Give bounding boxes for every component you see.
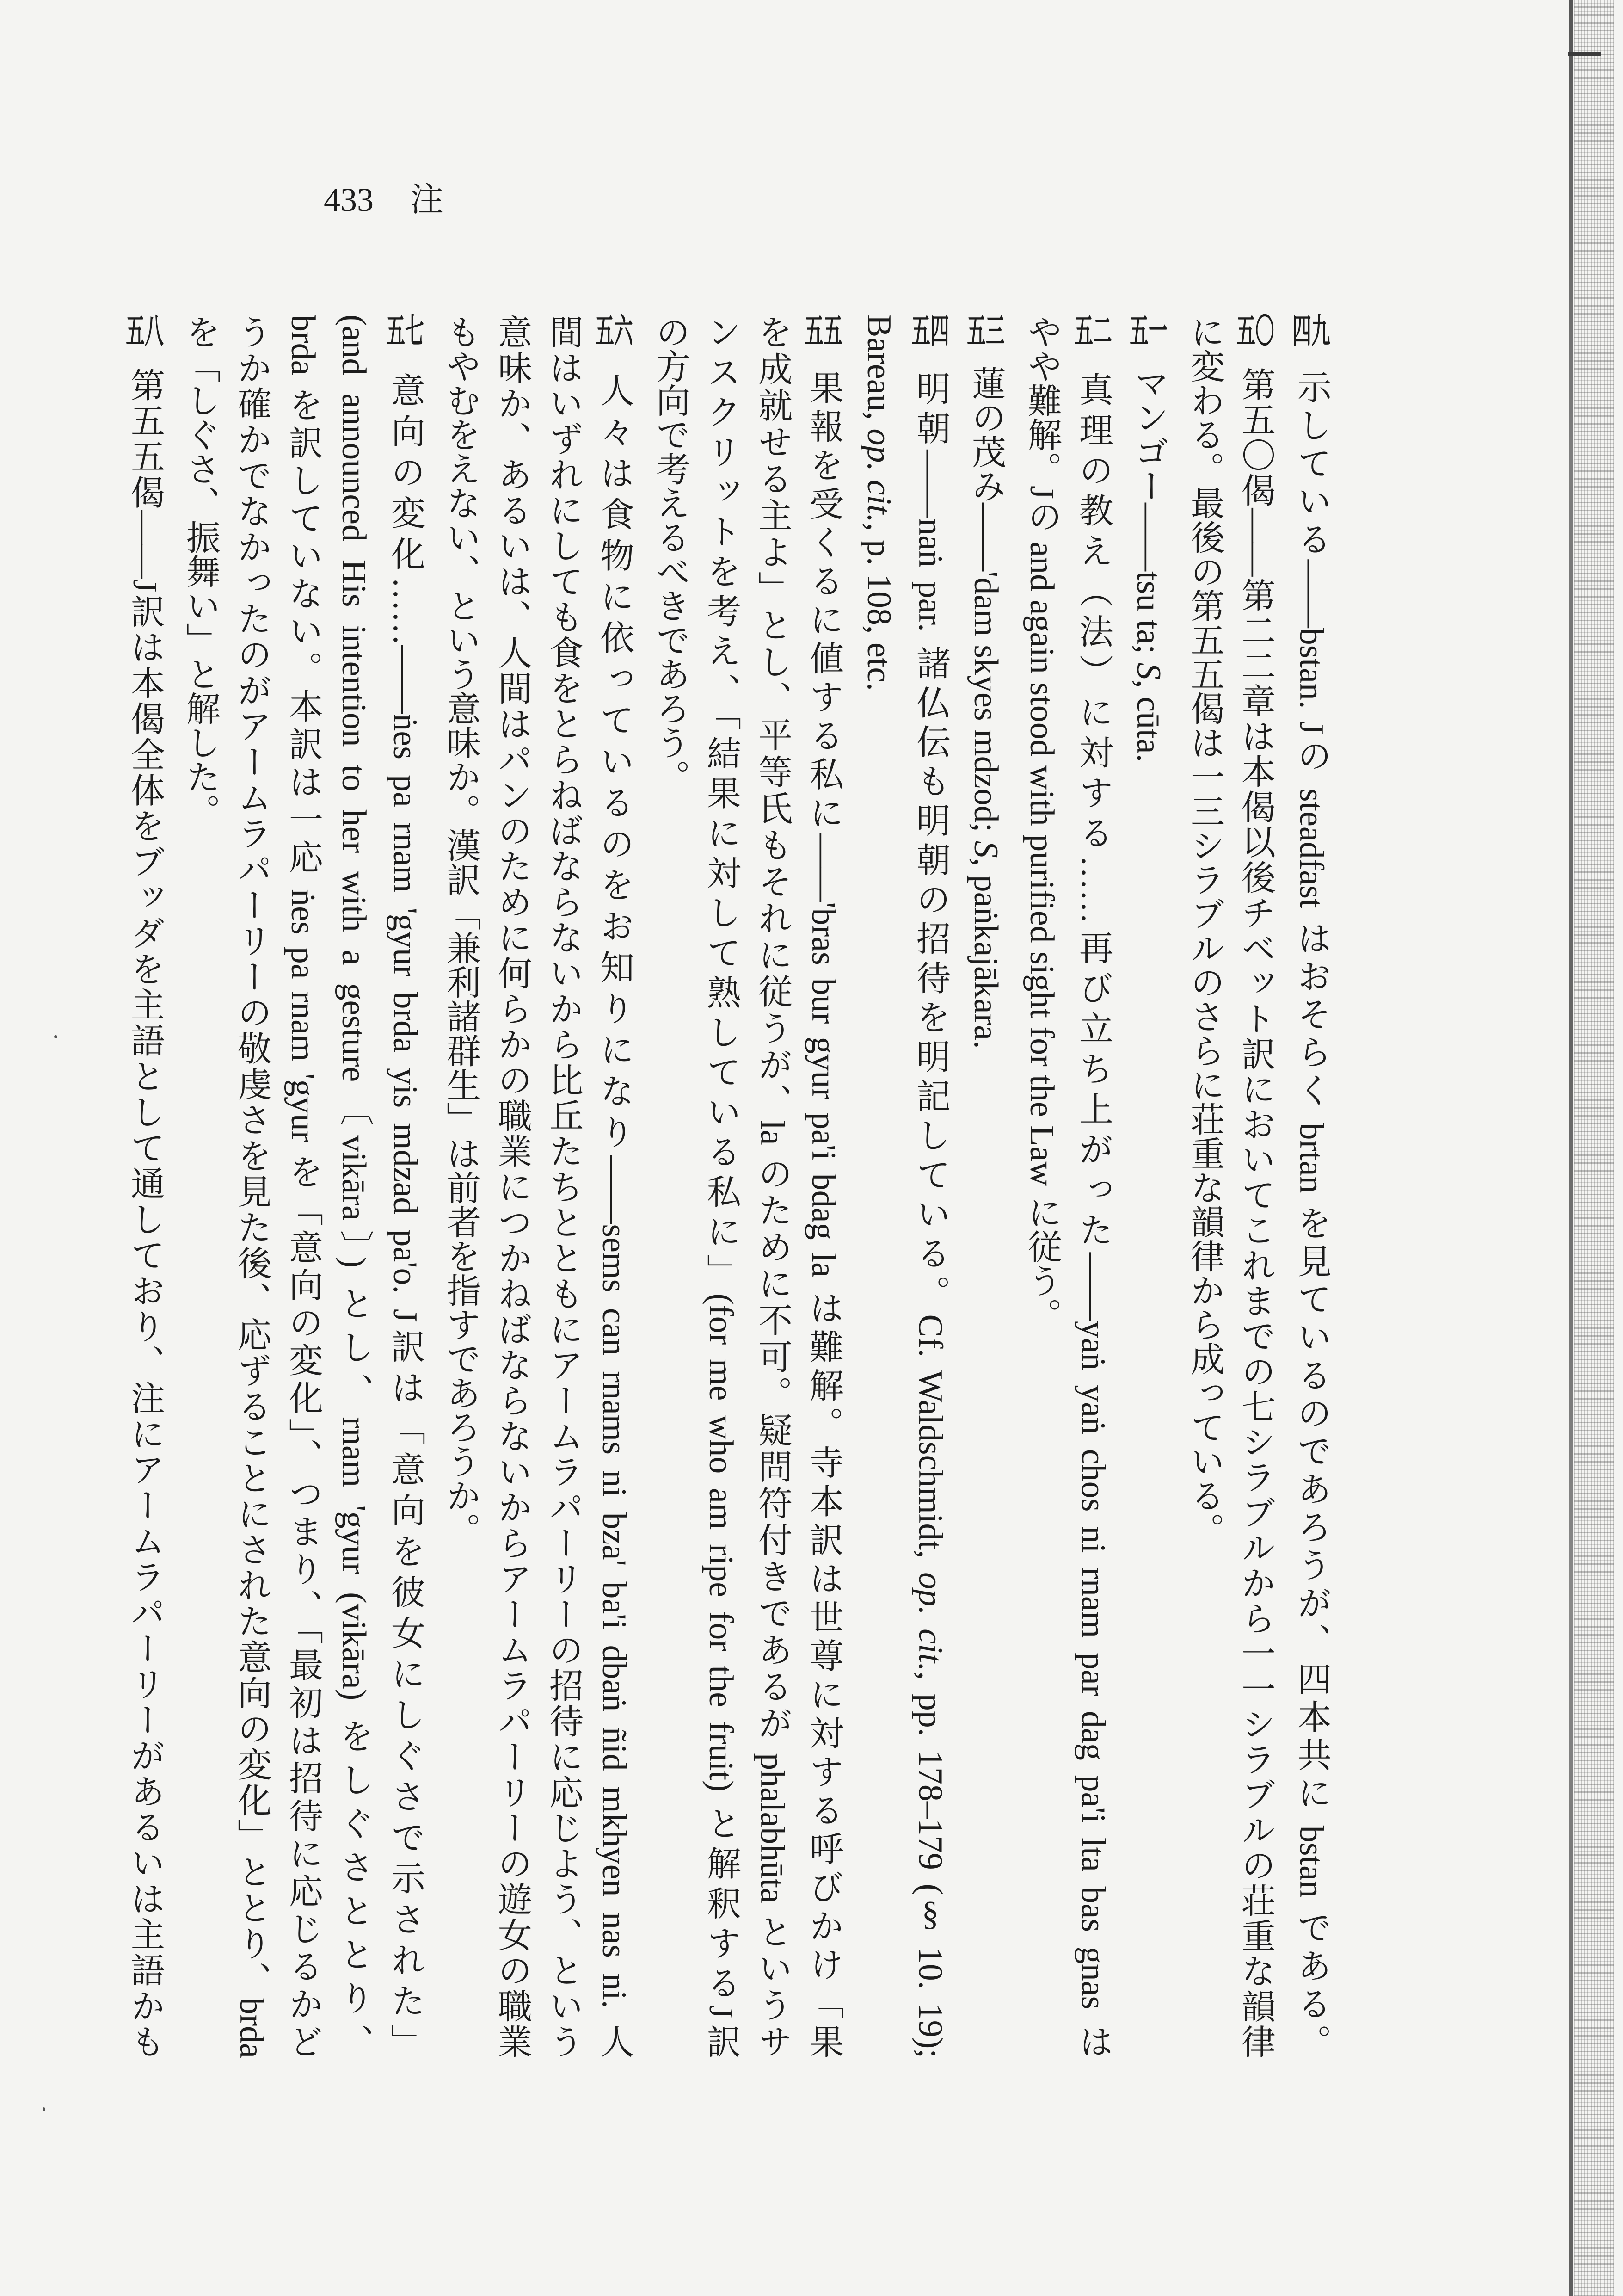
note-text: brda を訳していない。本訳は一応 ṅes pa rnam 'gyur を「意向の変化」、つまり、「最初は招待に応じるかど [284,315,322,2058]
note-55-line-2 [747,315,798,2058]
note-text: , paṅkajākara. [967,858,1005,1049]
note-number: 五六 [595,315,633,349]
note-57-line-5 [175,315,226,2058]
scan-edge-noise [1574,0,1614,2296]
note-number: 五八 [126,315,164,349]
note-50-line-2 [1179,315,1230,2058]
note-55-line-3 [695,315,746,2058]
note-text: 明朝——naṅ par. 諸仏伝も明朝の招待を明記している。Cf. Waldschmidt, [911,371,949,1573]
note-number: 五三 [967,315,1005,349]
note-53-line-1 [960,315,1011,2058]
note-text: 真理の教え（法）に対する……再び立ち上がった——yaṅ yaṅ chos ni rnam par dag pa'i lta bas gnas は [1074,372,1112,2058]
note-text-italic: op. cit. [911,1572,949,1672]
note-text: うか確かでなかったのがアームラパーリーの敬虔さを見た後、応ずることにされた意向の変化」ととり、brda [233,315,270,2058]
note-text: の方向で考えるべきであろう。 [651,315,689,794]
note-text: やや難解。Jの and again stood with purified sight for the Law に従う。 [1023,315,1061,1332]
scan-speck [43,2107,45,2111]
section-title: 注 [410,181,444,218]
scan-speck [54,1035,57,1038]
note-text: を「しぐさ、振舞い」と解した。 [181,315,219,828]
note-text: (and announced His intention to her with a gesture〔vikāra〕) とし、rnam 'gyur (vikāra) をしぐさととり、 [335,315,373,2058]
note-text: ンスクリットを考え、「結果に対して熟している私に」(for me who am ripe for the fruit) と解釈するJ訳 [702,315,740,2058]
note-57-line-3 [277,315,328,2058]
note-49-line-1 [1286,315,1337,2058]
note-number: 五二 [1074,315,1112,349]
note-56-line-1 [589,315,639,2058]
note-text: もやむをえない、という意味か。漢訳「兼利諸群生」は前者を指すであろうか。 [442,315,480,1547]
note-number: 四九 [1292,315,1330,349]
note-text: 第五五偈——J訳は本偈全体をブッダを主語として通しており、注にアームラパーリーがあるいは主語かも [126,367,164,2058]
note-50-line-1 [1230,315,1281,2058]
note-number-box [386,315,424,355]
note-56-line-3 [486,315,537,2058]
note-57-line-1 [380,315,430,2058]
note-text: 蓮の茂み——'dam skyes mdzod; [967,366,1005,841]
note-54-line-2 [854,315,904,2058]
note-text: 人々は食物に依っているのをお知りになり——sems can rnams ni bza' ba'i dbaṅ ñid mkhyen nas ni. 人 [595,373,633,2058]
page-number: 433 [324,181,374,218]
note-text: 果報を受くるに値する私に——'bras bur gyur pa'i bdag la は難解。寺本訳は世尊に対する呼びかけ「果 [805,370,842,2058]
note-number: 五七 [386,315,424,349]
scan-edge-tick [1568,52,1601,56]
note-number-box [1292,315,1330,352]
note-number: 五〇 [1236,315,1274,349]
note-text: 意向の変化……——ṅes pa rnam 'gyur brda yis mdzad pa'o. J訳は「意向を彼女にしぐさで示された」 [386,372,424,2058]
note-number-box [595,315,633,356]
scan-edge-line [1569,0,1573,2296]
note-number-box [1130,315,1168,349]
note-text: を成就せる主よ」とし、平等氏もそれに従うが、la のために不可。疑問符付きであるが phalabhūta というサ [753,315,791,2058]
note-number-box [967,315,1005,349]
note-text: , pp. 178–179 (§ 10. 19); [911,1671,949,2058]
note-number-box [126,315,164,350]
note-text: Bareau, [860,315,898,429]
note-51-line-1 [1123,315,1174,2058]
note-number-box [805,315,842,353]
note-52-line-2 [1016,315,1067,2058]
note-58-line-1 [119,315,170,2058]
note-text: , cūta. [1130,679,1168,763]
note-text: , p. 108, etc. [860,523,898,691]
note-text: 意味か、あるいは、人間はパンのために何らかの職業につかねばならないからアームラパーリーの遊女の職業 [493,315,531,2058]
note-text-italic: S [967,840,1005,858]
note-text: 第五〇偈——第二二章は本偈以後チベット訳においてこれまでの七シラブルから一一シラブルの荘重な韻律 [1236,367,1274,2058]
note-55-line-4 [645,315,695,2058]
note-number-box [911,315,949,354]
note-number: 五一 [1130,315,1168,349]
note-56-line-2 [538,315,589,2058]
note-text-italic: op. cit. [860,428,898,523]
note-text: に変わる。最後の第五五偈は一三シラブルのさらに荘重な韻律から成っている。 [1186,315,1223,1547]
note-55-line-1 [798,315,849,2058]
note-number-box [1236,315,1274,350]
note-text-italic: S [1130,662,1168,680]
note-number-box [1074,315,1112,355]
note-number: 五四 [911,315,949,349]
note-57-line-2 [328,315,379,2058]
note-text: 示している——bstan. Jの steadfast はおそらく brtan を見ているのであろうが、四本共に bstan である。 [1292,370,1330,2058]
note-52-line-1 [1068,315,1119,2058]
note-text: マンゴー——tsu ta; [1130,366,1168,663]
note-text: 間はいずれにしても食をとらねばならないから比丘たちとともにアームラパーリーの招待に応じよう、という [544,315,582,2058]
note-54-line-1 [905,315,956,2058]
note-number: 五五 [805,315,842,349]
note-56-line-4 [435,315,486,2058]
running-header [324,179,443,220]
note-57-line-4 [226,315,277,2058]
